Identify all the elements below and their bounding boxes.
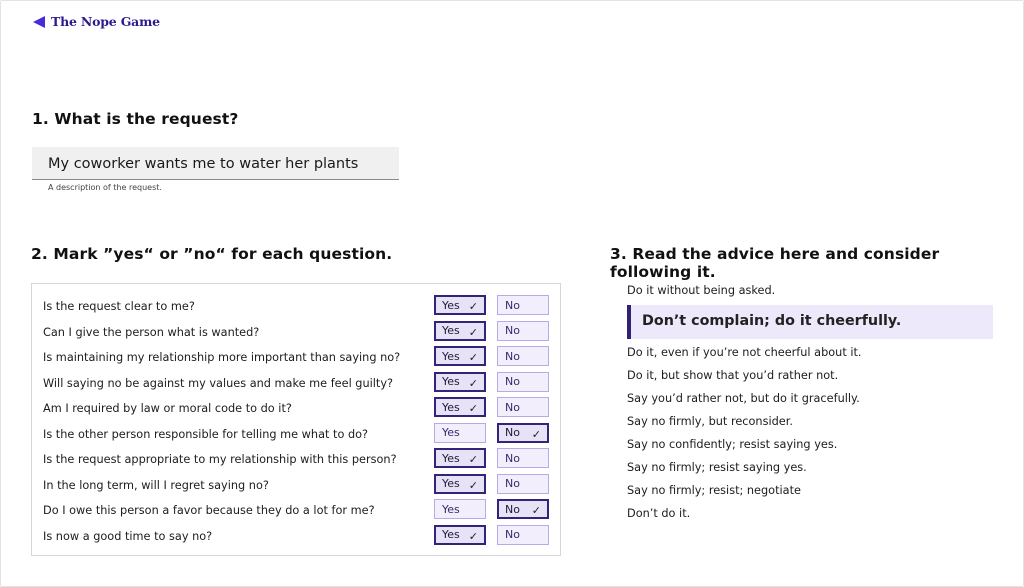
checkmark-icon: ✓ — [468, 376, 478, 390]
no-label: No — [505, 502, 520, 516]
question-text: Is the request clear to me? — [43, 300, 195, 313]
advice-item: Say no firmly; resist saying yes. — [627, 461, 807, 474]
question-text: Can I give the person what is wanted? — [43, 325, 260, 339]
advice-item: Say no firmly; resist; negotiate — [627, 484, 801, 497]
yes-label: Yes — [442, 400, 460, 414]
request-heading: 1. What is the request? — [32, 110, 239, 128]
advice-item: Don’t do it. — [627, 507, 691, 520]
no-label: No — [505, 375, 520, 388]
question-text: In the long term, will I regret saying no? — [43, 478, 269, 492]
yes-option[interactable] — [434, 448, 486, 468]
question-text: Is maintaining my relationship more important than saying no? — [43, 351, 401, 364]
no-option[interactable] — [497, 499, 549, 519]
yes-option[interactable] — [434, 397, 486, 417]
question-row — [32, 346, 560, 372]
back-triangle-icon[interactable] — [33, 16, 45, 28]
no-label: No — [505, 451, 520, 465]
advice-highlighted-text: Don’t complain; do it cheerfully. — [642, 313, 902, 329]
checkmark-icon: ✓ — [468, 529, 478, 543]
no-option[interactable] — [497, 346, 549, 366]
no-label: No — [505, 349, 520, 363]
no-label: No — [505, 528, 520, 541]
advice-item: Say no firmly, but reconsider. — [627, 415, 793, 428]
checkmark-icon: ✓ — [468, 351, 478, 364]
yes-label: Yes — [442, 477, 460, 490]
no-option[interactable] — [497, 423, 549, 443]
question-row — [32, 372, 560, 398]
yes-label: Yes — [442, 451, 460, 465]
no-label: No — [505, 477, 520, 490]
yes-option[interactable] — [434, 423, 486, 443]
no-label: No — [505, 426, 520, 439]
question-row — [32, 525, 560, 551]
questions-heading: 2. Mark ”yes“ or ”no“ for each question. — [31, 245, 393, 263]
question-text: Is now a good time to say no? — [43, 529, 213, 543]
no-label: No — [505, 298, 520, 312]
advice-item: Do it without being asked. — [627, 284, 776, 297]
question-text: Will saying no be against my values and make me feel guilty? — [43, 376, 394, 390]
advice-heading: 3. Read the advice here and consider following it. — [610, 245, 940, 281]
checkmark-icon: ✓ — [531, 427, 541, 441]
questions-panel — [31, 283, 561, 556]
yes-label: Yes — [442, 426, 460, 439]
no-option[interactable] — [497, 372, 549, 392]
advice-item: Do it, even if you’re not cheerful about it. — [627, 346, 862, 359]
question-text: Is the other person responsible for telling me what to do? — [43, 427, 369, 441]
yes-label: Yes — [442, 375, 460, 388]
no-option[interactable] — [497, 448, 549, 468]
question-row — [32, 295, 560, 321]
yes-label: Yes — [442, 349, 460, 363]
checkmark-icon: ✓ — [468, 453, 478, 466]
checkmark-icon: ✓ — [468, 325, 478, 339]
advice-item: Say no confidently; resist saying yes. — [627, 438, 838, 451]
question-row — [32, 423, 560, 449]
question-row — [32, 321, 560, 347]
request-input[interactable] — [32, 147, 399, 179]
question-text: Do I owe this person a favor because they do a lot for me? — [43, 504, 375, 517]
question-row — [32, 474, 560, 500]
no-label: No — [505, 324, 520, 337]
app-title: The Nope Game — [51, 14, 160, 29]
advice-item: Say you’d rather not, but do it gracefully. — [627, 392, 860, 405]
checkmark-icon: ✓ — [468, 402, 478, 415]
no-option[interactable] — [497, 321, 549, 341]
no-option[interactable] — [497, 525, 549, 545]
no-label: No — [505, 400, 520, 414]
checkmark-icon: ✓ — [468, 478, 478, 492]
yes-option[interactable] — [434, 525, 486, 545]
yes-option[interactable] — [434, 372, 486, 392]
question-row — [32, 499, 560, 525]
yes-label: Yes — [442, 298, 460, 312]
request-hint: A description of the request. — [48, 183, 162, 192]
no-option[interactable] — [497, 397, 549, 417]
no-option[interactable] — [497, 295, 549, 315]
yes-label: Yes — [442, 528, 460, 541]
checkmark-icon: ✓ — [468, 300, 478, 313]
question-text: Am I required by law or moral code to do it? — [43, 402, 292, 415]
yes-option[interactable] — [434, 295, 486, 315]
question-text: Is the request appropriate to my relationship with this person? — [43, 453, 397, 466]
question-row — [32, 397, 560, 423]
advice-item: Do it, but show that you’d rather not. — [627, 369, 839, 382]
request-field[interactable] — [32, 147, 399, 180]
yes-option[interactable] — [434, 499, 486, 519]
logo[interactable] — [33, 14, 160, 29]
advice-highlighted — [627, 305, 993, 339]
question-row — [32, 448, 560, 474]
yes-option[interactable] — [434, 346, 486, 366]
yes-label: Yes — [442, 324, 460, 337]
checkmark-icon: ✓ — [531, 504, 541, 517]
yes-option[interactable] — [434, 321, 486, 341]
yes-option[interactable] — [434, 474, 486, 494]
yes-label: Yes — [442, 502, 460, 516]
no-option[interactable] — [497, 474, 549, 494]
